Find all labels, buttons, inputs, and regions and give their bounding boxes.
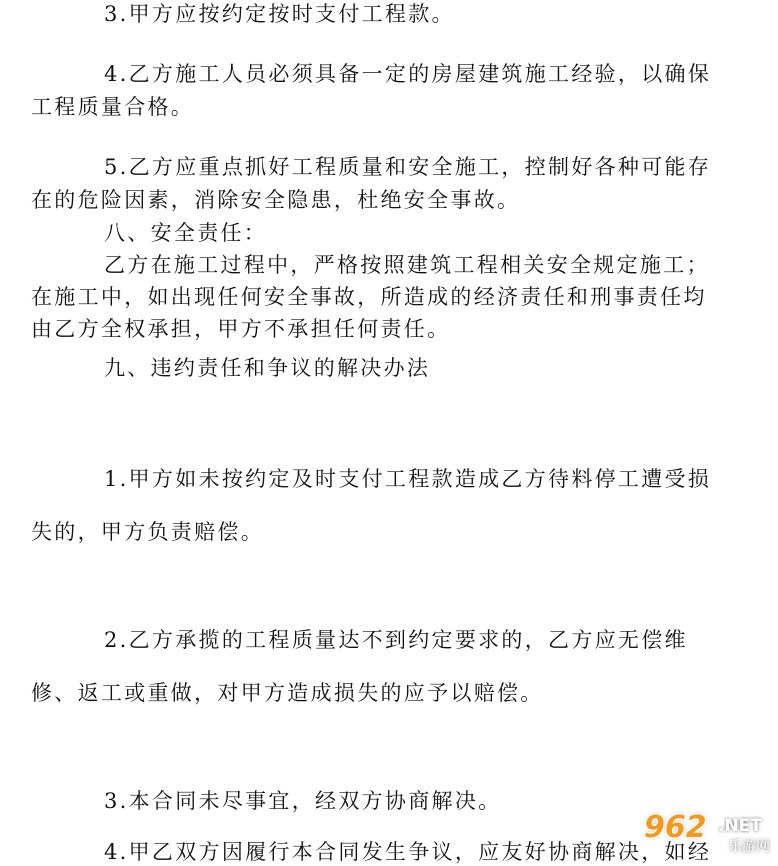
section-8-heading: 八、安全责任： — [104, 221, 268, 245]
clause-9-1-line-2: 失的，甲方负责赔偿。 — [31, 520, 264, 544]
clause-7-3-line: 3.甲方应按约定按时支付工程款。 — [104, 2, 455, 26]
clause-9-1-line-1: 1.甲方如未按约定及时支付工程款造成乙方待料停工遭受损 — [104, 467, 712, 491]
clause-9-4-line-1: 4.甲乙双方因履行本合同发生争议，应友好协商解决，如经 — [104, 840, 712, 864]
clause-9-2-line-2: 修、返工或重做，对甲方造成损失的应予以赔偿。 — [31, 681, 544, 705]
site-watermark — [640, 808, 778, 861]
clause-7-4-line-1: 4.乙方施工人员必须具备一定的房屋建筑施工经验，以确保 — [104, 62, 712, 86]
clause-7-5-line-1: 5.乙方应重点抓好工程质量和安全施工，控制好各种可能存 — [104, 155, 712, 179]
section-8-line-3: 由乙方全权承担，甲方不承担任何责任。 — [31, 317, 451, 341]
section-8-line-2: 在施工中，如出现任何安全事故，所造成的经济责任和刑事责任均 — [31, 285, 707, 309]
watermark-site-name: 乐游网 — [728, 839, 770, 855]
clause-9-2-line-1: 2.乙方承揽的工程质量达不到约定要求的，乙方应无偿维 — [104, 628, 688, 652]
clause-9-3-line: 3.本合同未尽事宜，经双方协商解决。 — [104, 789, 502, 813]
watermark-domain-suffix: .NET — [718, 816, 762, 836]
watermark-logo: 962 — [644, 810, 707, 845]
clause-7-4-line-2: 工程质量合格。 — [31, 95, 195, 119]
section-9-heading: 九、违约责任和争议的解决办法 — [104, 356, 431, 380]
clause-7-5-line-2: 在的危险因素，消除安全隐患，杜绝安全事故。 — [31, 188, 521, 212]
section-8-line-1: 乙方在施工过程中，严格按照建筑工程相关安全规定施工； — [104, 253, 710, 277]
